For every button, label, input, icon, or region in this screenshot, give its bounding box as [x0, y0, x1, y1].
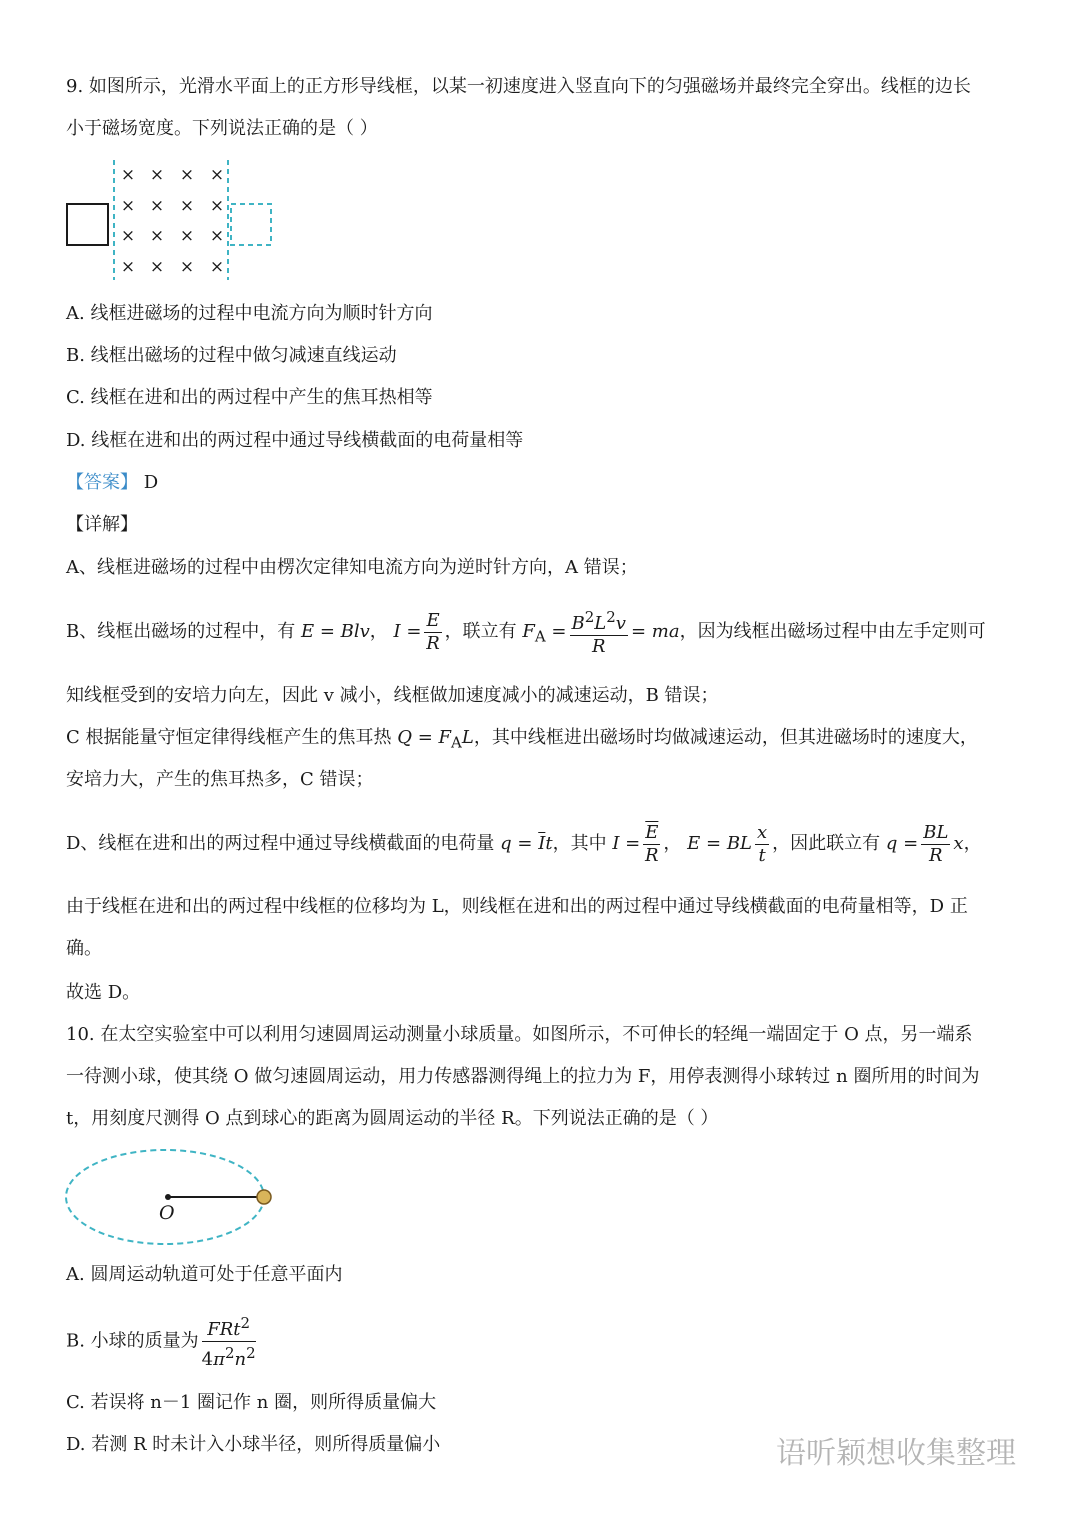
- field-cross: ×: [209, 196, 225, 216]
- explanation-d-line-2: 由于线框在进和出的两过程中线框的位移均为 L，则线框在进和出的两过程中通过导线横截面的电荷量相等，D 正: [66, 896, 968, 917]
- answer-tag: 【答案】: [66, 472, 138, 493]
- q9-magnetic-field-figure: [60, 158, 290, 283]
- watermark: 语听颖想收集整理: [776, 1436, 1016, 1471]
- detail-tag: 【详解】: [66, 514, 138, 535]
- field-cross: ×: [149, 165, 165, 185]
- center-point-o: [165, 1194, 171, 1200]
- explanation-c-text: ，其中线框进出磁场时均做减速运动，但其进磁场时的速度大，: [473, 727, 978, 748]
- q9-option-b: B. 线框出磁场的过程中做匀减速直线运动: [66, 345, 397, 366]
- explanation-d-line-3: 确。: [66, 938, 102, 959]
- field-cross: ×: [209, 226, 225, 246]
- field-crosses: [121, 165, 224, 277]
- formula-heat: Q: [397, 727, 412, 748]
- explanation-b-line-1: B、线框出磁场的过程中，有 E = Blv， I = $\frac{E}{R}$ ，联立有 $F_A$ = $\frac{B^2L^2v}{R}$ = ma，因为线框出磁场过程中由左手定则可: [66, 608, 986, 657]
- q10-circular-motion-figure: [60, 1145, 280, 1250]
- field-cross: ×: [209, 165, 225, 185]
- formula-charge-result: $\frac{BL}{R}$: [923, 821, 949, 866]
- answer-value: D: [143, 472, 159, 493]
- explanation-d-line-1: D、线框在进和出的两过程中通过导线横截面的电荷量 $q = \overline{I}t$，其中 I = $\frac{\overline{E}}{R}$ ， E = BL $\frac{x}{t}$ ，因此联立有 q = $\frac{BL}{R}$ x，: [66, 821, 982, 866]
- q9-option-c: C. 线框在进和出的两过程中产生的焦耳热相等: [66, 387, 433, 408]
- ball: [257, 1190, 271, 1204]
- formula-current: I: [393, 621, 401, 642]
- formula-emf: E: [300, 621, 315, 642]
- coil-square: [67, 204, 108, 245]
- q10-option-b: [66, 1312, 1018, 1368]
- coil-exit-dashed: [231, 204, 271, 245]
- field-cross: ×: [120, 196, 136, 216]
- q9-option-a: A. 线框进磁场的过程中电流方向为顺时针方向: [66, 303, 433, 324]
- field-cross: ×: [209, 257, 225, 277]
- q9-option-d: D. 线框在进和出的两过程中通过导线横截面的电荷量相等: [66, 430, 524, 451]
- q9-stem-line-1: 9. 如图所示，光滑水平面上的正方形导线框，以某一初速度进入竖直向下的匀强磁场并最终完全穿出。线框的边长: [66, 76, 971, 97]
- explanation-d-text: ，因此联立有: [772, 833, 881, 854]
- explanation-c-line-2: 安培力大，产生的焦耳热多，C 错误；: [66, 769, 374, 790]
- field-cross: ×: [149, 226, 165, 246]
- q10-option-b-text: B. 小球的质量为: [66, 1330, 199, 1352]
- field-cross: ×: [179, 257, 195, 277]
- q10-option-a: A. 圆周运动轨道可处于任意平面内: [66, 1264, 343, 1285]
- explanation-b-line-2: 知线框受到的安培力向左，因此 v 减小，线框做加速度减小的减速运动，B 错误；: [66, 685, 719, 706]
- formula-ampere-force: $\frac{B^2L^2v}{R}$: [571, 608, 626, 657]
- field-cross: ×: [120, 165, 136, 185]
- q10-option-d: D. 若测 R 时未计入小球半径，则所得质量偏小: [66, 1434, 441, 1455]
- field-cross: ×: [149, 196, 165, 216]
- q10-stem-line-2: 一待测小球，使其绕 O 做匀速圆周运动，用力传感器测得绳上的拉力为 F，用停表测得小球转过 n 圈所用的时间为: [66, 1066, 980, 1087]
- field-cross: ×: [179, 196, 195, 216]
- explanation-c-line-1: C 根据能量守恒定律得线框产生的焦耳热 $Q = F_AL$，其中线框进出磁场时均做减速运动，但其进磁场时的速度大，: [66, 727, 978, 752]
- q9-stem-line-2: 小于磁场宽度。下列说法正确的是（ ）: [66, 118, 378, 139]
- explanation-b-text: ，联立有: [444, 621, 517, 642]
- field-cross: ×: [149, 257, 165, 277]
- field-cross: ×: [120, 226, 136, 246]
- explanation-b-text: B、线框出磁场的过程中，有: [66, 621, 296, 642]
- q10-option-c: C. 若误将 n－1 圈记作 n 圈，则所得质量偏大: [66, 1392, 437, 1413]
- explanation-b-text: ，因为线框出磁场过程中由左手定则可: [679, 621, 986, 642]
- field-cross: ×: [179, 226, 195, 246]
- conclusion: 故选 D。: [66, 982, 141, 1003]
- q9-answer-line: [66, 471, 1018, 495]
- explanation-a: A、线框进磁场的过程中由楞次定律知电流方向为逆时针方向，A 错误；: [66, 557, 638, 578]
- point-o-label: O: [159, 1202, 175, 1224]
- formula-mass: $\frac{FRt^2}{4\pi^2n^2}$: [201, 1314, 256, 1370]
- q10-stem-line-1: 10. 在太空实验室中可以利用匀速圆周运动测量小球质量。如图所示，不可伸长的轻绳一端固定于 O 点，另一端系: [66, 1024, 973, 1045]
- field-cross: ×: [179, 165, 195, 185]
- explanation-c-text: C 根据能量守恒定律得线框产生的焦耳热: [66, 727, 392, 748]
- field-cross: ×: [120, 257, 136, 277]
- explanation-d-text: D、线框在进和出的两过程中通过导线横截面的电荷量: [66, 833, 495, 854]
- q10-stem-line-3: t，用刻度尺测得 O 点到球心的距离为圆周运动的半径 R。下列说法正确的是（ ）: [66, 1108, 719, 1129]
- formula-charge: q: [500, 833, 512, 854]
- explanation-d-text: ，其中: [552, 833, 607, 854]
